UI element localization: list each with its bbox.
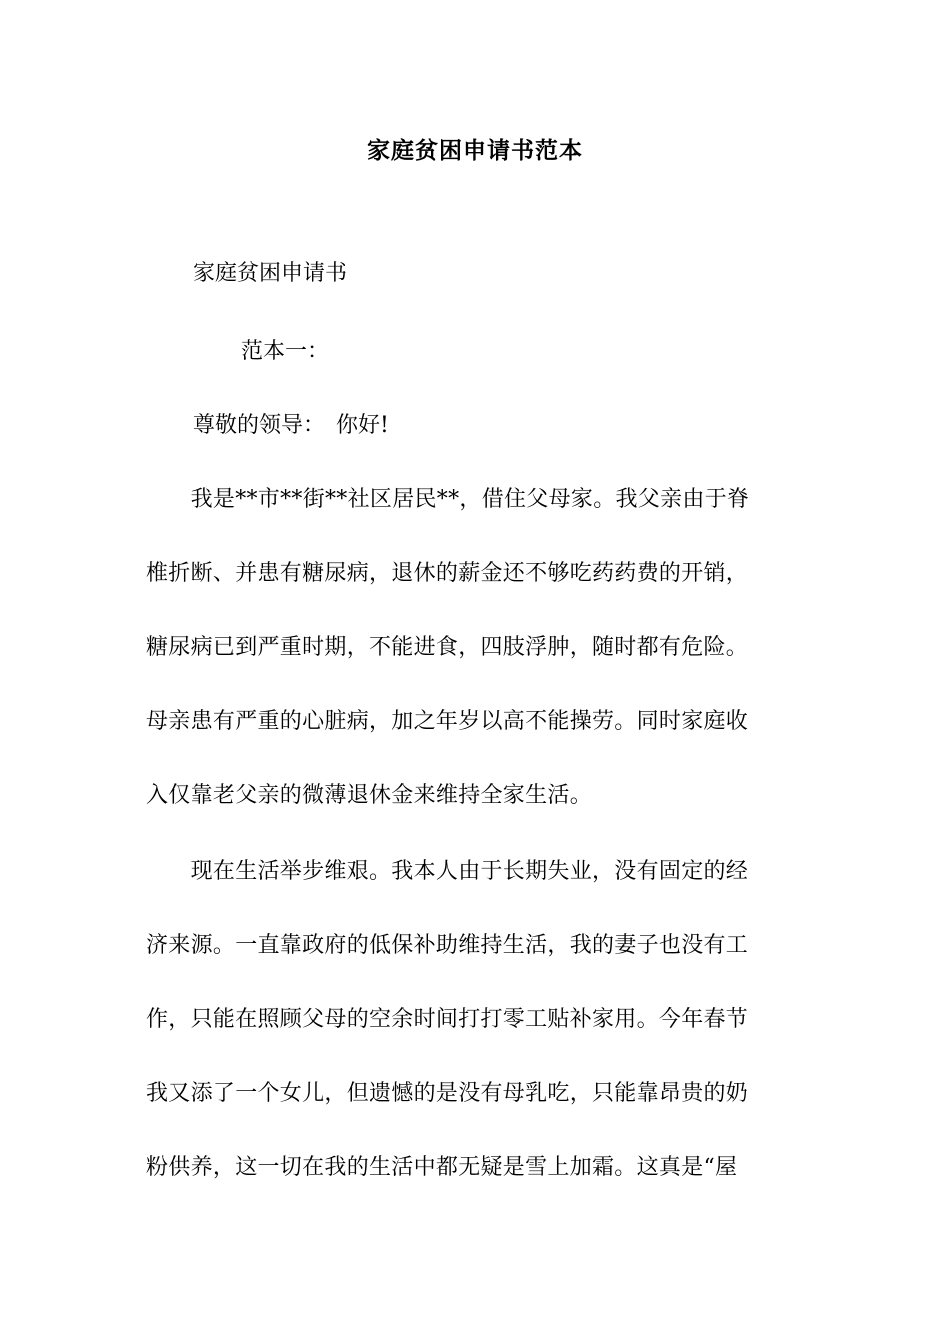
body-line: 粉供养，这一切在我的生活中都无疑是雪上加霜。这真是“屋 xyxy=(146,1155,738,1180)
body-line: 椎折断、并患有糖尿病，退休的薪金还不够吃药药费的开销， xyxy=(146,561,749,586)
body-line: 济来源。一直靠政府的低保补助维持生活，我的妻子也没有工 xyxy=(146,933,749,958)
body-line: 作，只能在照顾父母的空余时间打打零工贴补家用。今年春节 xyxy=(146,1007,749,1032)
body-line: 我又添了一个女儿，但遗憾的是没有母乳吃，只能靠昂贵的奶 xyxy=(146,1081,749,1106)
body-line: 母亲患有严重的心脏病，加之年岁以高不能操劳。同时家庭收 xyxy=(146,709,749,734)
body-line: 现在生活举步维艰。我本人由于长期失业，没有固定的经 xyxy=(146,859,749,884)
body-line: 糖尿病已到严重时期，不能进食，四肢浮肿，随时都有危险。 xyxy=(146,635,749,660)
document-heading: 家庭贫困申请书 xyxy=(193,261,348,286)
salutation: 尊敬的领导： 你好! xyxy=(193,413,389,438)
body-line: 入仅靠老父亲的微薄退休金来维持全家生活。 xyxy=(146,783,593,808)
sample-label: 范本一： xyxy=(241,339,330,364)
page-title: 家庭贫困申请书范本 xyxy=(367,137,583,164)
body-line: 我是**市**街**社区居民**，借住父母家。我父亲由于脊 xyxy=(146,487,750,512)
